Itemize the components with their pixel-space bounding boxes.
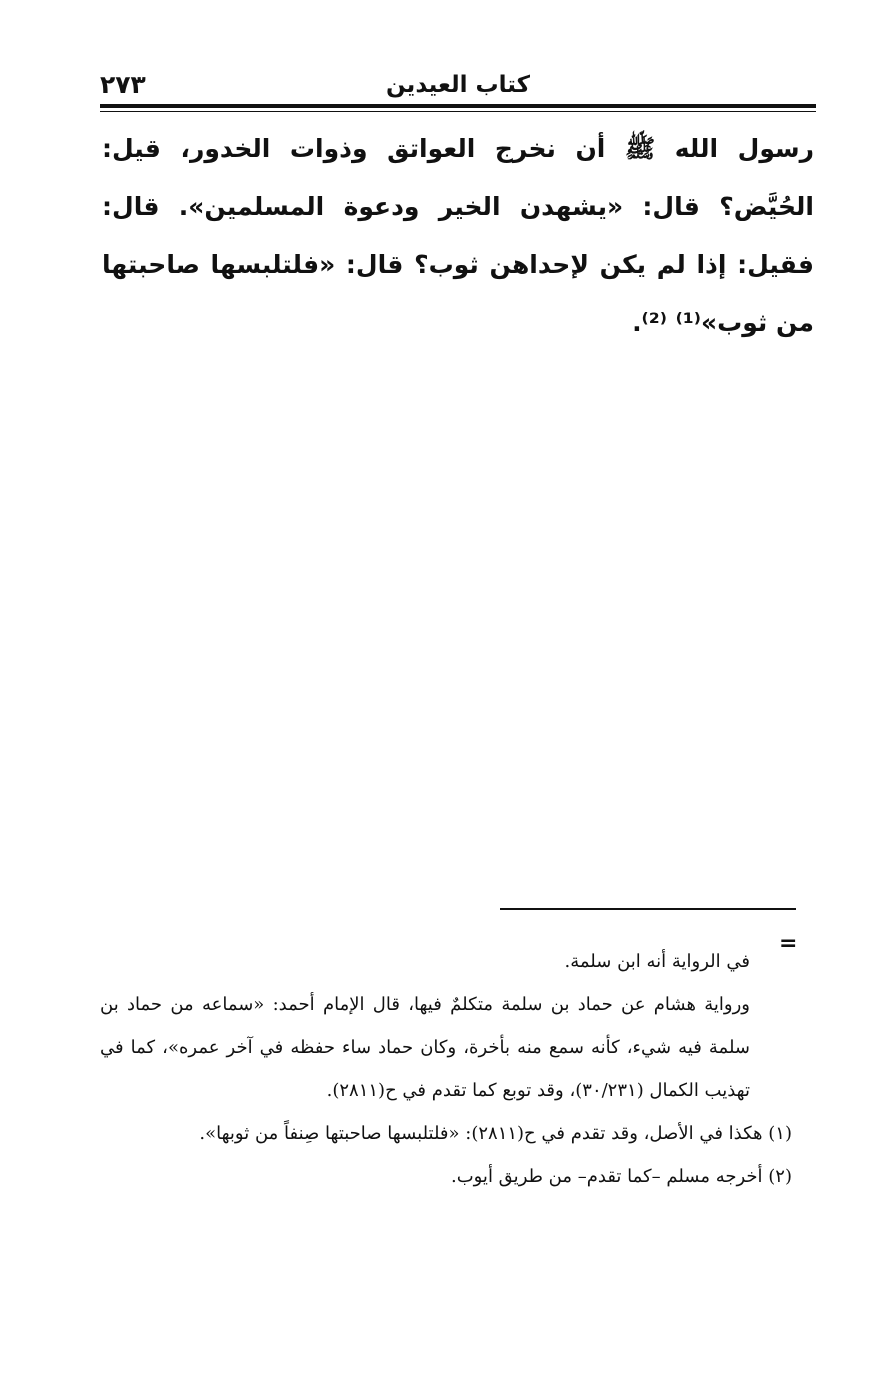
running-title: كتاب العيدين [385,72,531,98]
footnotes-block [100,940,792,1198]
page-header [100,70,816,100]
footnote-separator [500,908,796,910]
header-rule-thin [100,111,816,112]
footnote-continued-line: في الرواية أنه ابن سلمة. [564,951,750,972]
header-rule-thick [100,104,816,108]
main-text-block [102,120,814,352]
page-number: ٢٧٣ [100,70,146,99]
main-text: رسول الله ﷺ أن نخرج العواتق وذوات الخدور، قيل: الحُيَّض؟ قال: «يشهدن الخير ودعوة المسلمين». قال: فقيل: إذا لم يكن لإحداهن ثوب؟ قال: «فلتلبسها صاحبتها من ثوب»⁽¹⁾ ⁽²⁾. [102,134,814,337]
footnote-1: (١) هكذا في الأصل، وقد تقدم في ح(٢٨١١): «فلتلبسها صاحبتها صِنفاً من ثوبها». [199,1123,792,1144]
footnote-2: (٢) أخرجه مسلم –كما تقدم– من طريق أيوب. [450,1166,792,1187]
footnote-continuation-mark: = [779,931,798,956]
footnote-continued-paragraph: ورواية هشام عن حماد بن سلمة متكلمٌ فيها، قال الإمام أحمد: «سماعه من حماد بن سلمة فيه شيء، كأنه سمع منه بأخرة، وكان حماد ساء حفظه في آخر عمره»، كما في تهذيب الكمال (٣٠/٢٣١)، وقد توبع كما تقدم في ح(٢٨١١). [100,994,750,1101]
